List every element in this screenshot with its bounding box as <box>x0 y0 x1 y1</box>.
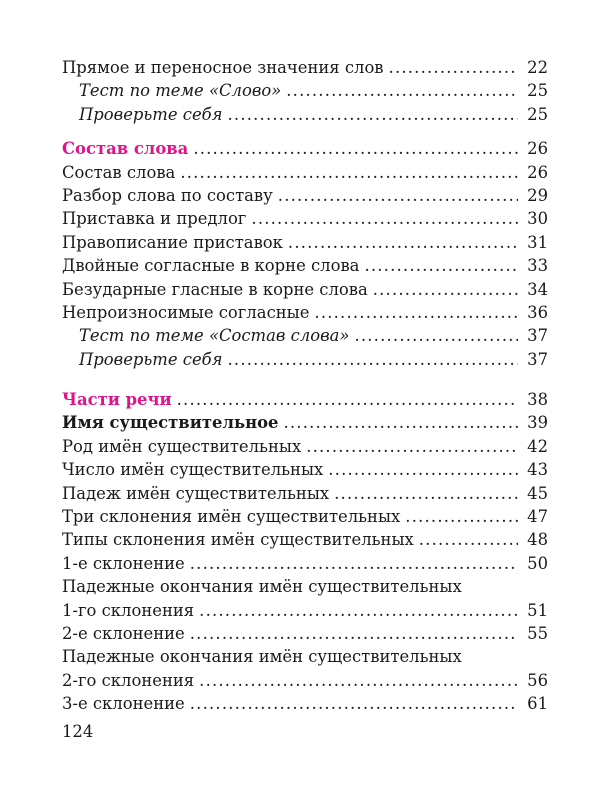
toc-entry-title: Непроизносимые согласные <box>62 302 310 322</box>
toc-entry[interactable] <box>62 207 548 230</box>
spacer <box>62 371 548 388</box>
toc-section-heading[interactable] <box>62 388 548 411</box>
dot-leader <box>354 324 518 347</box>
toc-entry-title: Имя существительное <box>62 413 279 433</box>
toc-entry-title: Прямое и переносное значения слов <box>62 58 384 77</box>
toc-entry-title: Правописание приставок <box>62 232 283 252</box>
toc-entry-test[interactable] <box>62 79 548 102</box>
toc-entry-page: 34 <box>527 279 548 299</box>
toc-entry-title: Состав слова <box>62 162 176 182</box>
toc-entry-page: 31 <box>527 232 548 252</box>
dot-leader <box>373 278 518 301</box>
toc-entry-page: 55 <box>527 623 548 643</box>
toc-entry[interactable] <box>62 692 548 715</box>
toc-entry[interactable] <box>62 254 548 277</box>
toc-entry-title: Тест по теме «Состав слова» <box>79 326 350 346</box>
toc-entry-page: 50 <box>527 553 548 573</box>
toc-entry[interactable] <box>62 435 548 458</box>
toc-entry[interactable] <box>62 458 548 481</box>
toc-entry-page: 33 <box>527 256 548 276</box>
dot-leader <box>314 301 518 324</box>
table-of-contents <box>62 56 548 716</box>
toc-entry-page: 29 <box>527 185 548 205</box>
dot-leader <box>190 692 518 715</box>
dot-leader <box>334 482 518 505</box>
toc-entry-title: Тест по теме «Слово» <box>79 81 282 101</box>
dot-leader <box>228 348 519 371</box>
dot-leader <box>190 622 518 645</box>
toc-entry[interactable] <box>62 505 548 528</box>
toc-entry[interactable] <box>62 278 548 301</box>
dot-leader <box>328 458 518 481</box>
toc-entry-check[interactable] <box>62 348 548 371</box>
dot-leader <box>199 669 518 692</box>
toc-entry-page: 30 <box>527 209 548 229</box>
toc-entry-title: 2-го склонения <box>62 670 195 690</box>
dot-leader <box>286 79 518 102</box>
spacer <box>62 126 548 137</box>
toc-entry-title: 1-го склонения <box>62 600 195 620</box>
dot-leader <box>193 137 518 160</box>
toc-entry-page: 38 <box>527 390 548 410</box>
toc-entry-page: 48 <box>527 530 548 550</box>
toc-entry-wrapped-line <box>62 575 548 598</box>
toc-entry-title: Двойные согласные в корне слова <box>62 256 360 276</box>
toc-entry-title: 1-е склонение <box>62 553 185 573</box>
toc-entry-page: 25 <box>527 81 548 101</box>
toc-entry-title: Проверьте себя <box>79 104 223 124</box>
toc-entry-page: 47 <box>527 507 548 527</box>
toc-entry-title: Род имён существительных <box>62 436 302 456</box>
toc-entry-title: Три склонения имён существительных <box>62 507 401 527</box>
toc-entry-page: 25 <box>527 104 548 124</box>
toc-section-title: Части речи <box>62 390 172 410</box>
toc-entry[interactable] <box>62 161 548 184</box>
toc-entry[interactable] <box>62 599 548 622</box>
toc-entry[interactable] <box>62 184 548 207</box>
dot-leader <box>278 184 518 207</box>
toc-entry[interactable] <box>62 622 548 645</box>
toc-entry-page: 26 <box>527 139 548 159</box>
dot-leader <box>190 552 518 575</box>
dot-leader <box>389 56 518 79</box>
dot-leader <box>199 599 518 622</box>
dot-leader <box>405 505 518 528</box>
toc-entry-page: 39 <box>527 413 548 433</box>
toc-entry[interactable] <box>62 552 548 575</box>
toc-entry-title: Падеж имён существительных <box>62 483 330 503</box>
toc-entry-title: Приставка и предлог <box>62 209 247 229</box>
toc-entry-wrapped-line <box>62 645 548 668</box>
dot-leader <box>288 231 518 254</box>
toc-entry-title: 3-е склонение <box>62 694 185 714</box>
dot-leader <box>177 388 518 411</box>
toc-entry-title: 2-е склонение <box>62 623 185 643</box>
dot-leader <box>283 411 518 434</box>
toc-entry-page: 45 <box>527 483 548 503</box>
dot-leader <box>228 103 519 126</box>
toc-entry[interactable] <box>62 231 548 254</box>
toc-entry-test[interactable] <box>62 324 548 347</box>
dot-leader <box>251 207 518 230</box>
toc-entry-page: 37 <box>527 326 548 346</box>
toc-entry-page: 36 <box>527 302 548 322</box>
toc-section-title: Состав слова <box>62 139 189 159</box>
dot-leader <box>306 435 518 458</box>
toc-entry-title: Разбор слова по составу <box>62 185 273 205</box>
toc-entry-page: 43 <box>527 460 548 480</box>
toc-entry-title: Падежные окончания имён существительных <box>62 647 462 667</box>
toc-entry-page: 56 <box>527 670 548 690</box>
toc-subsection-heading[interactable] <box>62 411 548 434</box>
toc-entry[interactable] <box>62 528 548 551</box>
toc-entry[interactable] <box>62 482 548 505</box>
toc-entry-title: Падежные окончания имён существительных <box>62 577 462 597</box>
dot-leader <box>419 528 518 551</box>
toc-entry-page: 26 <box>527 162 548 182</box>
toc-section-heading[interactable] <box>62 137 548 160</box>
toc-entry-page: 37 <box>527 349 548 369</box>
toc-entry-page: 22 <box>527 58 548 77</box>
dot-leader <box>364 254 518 277</box>
toc-entry-title: Безударные гласные в корне слова <box>62 279 368 299</box>
toc-entry-page: 42 <box>527 436 548 456</box>
toc-entry[interactable] <box>62 56 548 79</box>
toc-entry-title: Проверьте себя <box>79 349 223 369</box>
toc-entry-title: Число имён существительных <box>62 460 324 480</box>
toc-entry-check[interactable] <box>62 103 548 126</box>
dot-leader <box>180 161 518 184</box>
toc-entry-page: 61 <box>527 694 548 714</box>
toc-entry[interactable] <box>62 301 548 324</box>
toc-entry-title: Типы склонения имён существительных <box>62 530 414 550</box>
toc-entry[interactable] <box>62 669 548 692</box>
toc-entry-page: 51 <box>527 600 548 620</box>
page-number: 124 <box>62 722 94 741</box>
